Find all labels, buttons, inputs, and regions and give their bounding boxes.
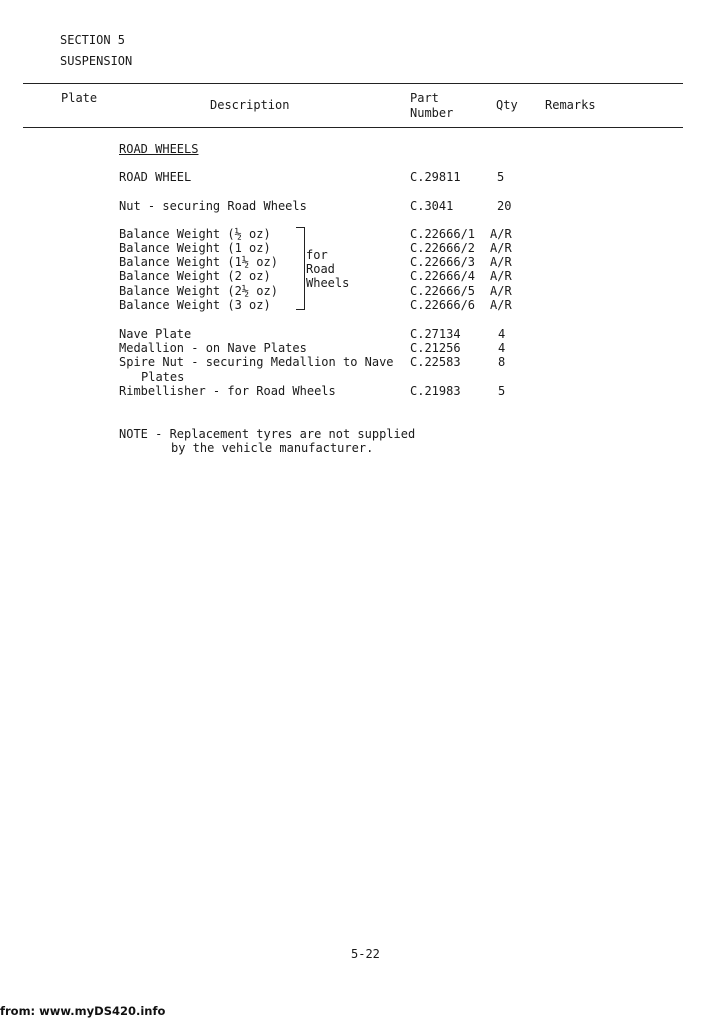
row-desc: Balance Weight (2 oz) — [119, 269, 271, 283]
row-qty: 5 — [498, 384, 506, 398]
col-part-line1: Part — [410, 91, 439, 105]
col-qty: Qty — [496, 98, 518, 112]
section-title: SUSPENSION — [60, 54, 133, 68]
balance-weight-bracket — [296, 227, 305, 310]
section-label: SECTION 5 — [60, 33, 126, 47]
row-part: C.22666/2 — [410, 241, 476, 255]
row-desc: ROAD WHEEL — [119, 170, 192, 184]
row-part: C.22583 — [410, 355, 461, 369]
col-part-line2: Number — [410, 106, 454, 120]
row-desc: Balance Weight (1 oz) — [119, 241, 271, 255]
row-desc: Balance Weight (2½ oz) — [119, 284, 278, 298]
row-part: C.22666/4 — [410, 269, 476, 283]
row-part: C.21983 — [410, 384, 461, 398]
row-desc-continuation: Plates — [141, 370, 185, 384]
row-desc: Balance Weight (1½ oz) — [119, 255, 278, 269]
bracket-note-line2: Road — [306, 262, 335, 276]
row-desc: Nut - securing Road Wheels — [119, 199, 307, 213]
row-qty: 4 — [498, 327, 506, 341]
row-part: C.22666/1 — [410, 227, 476, 241]
row-qty: A/R — [490, 284, 512, 298]
row-part: C.3041 — [410, 199, 454, 213]
note-line1: NOTE - Replacement tyres are not supplied — [119, 427, 416, 441]
bracket-note-line1: for — [306, 248, 328, 262]
header-bottom-rule — [23, 127, 683, 128]
row-desc: Balance Weight (½ oz) — [119, 227, 271, 241]
col-remarks: Remarks — [545, 98, 596, 112]
col-description: Description — [210, 98, 290, 112]
row-qty: A/R — [490, 269, 512, 283]
header-top-rule — [23, 83, 683, 84]
row-desc: Rimbellisher - for Road Wheels — [119, 384, 336, 398]
row-part: C.27134 — [410, 327, 461, 341]
row-desc: Nave Plate — [119, 327, 192, 341]
source-footer: from: www.myDS420.info — [0, 1004, 166, 1018]
row-qty: 8 — [498, 355, 506, 369]
row-qty: 20 — [497, 199, 512, 213]
row-part: C.21256 — [410, 341, 461, 355]
row-qty: A/R — [490, 298, 512, 312]
row-part: C.22666/3 — [410, 255, 476, 269]
row-desc: Spire Nut - securing Medallion to Nave — [119, 355, 394, 369]
row-qty: A/R — [490, 241, 512, 255]
row-part: C.22666/5 — [410, 284, 476, 298]
row-qty: A/R — [490, 255, 512, 269]
row-qty: A/R — [490, 227, 512, 241]
page-number: 5-22 — [351, 947, 380, 961]
bracket-note-line3: Wheels — [306, 276, 350, 290]
row-part: C.29811 — [410, 170, 461, 184]
row-desc: Medallion - on Nave Plates — [119, 341, 307, 355]
row-desc: Balance Weight (3 oz) — [119, 298, 271, 312]
row-part: C.22666/6 — [410, 298, 476, 312]
col-plate: Plate — [61, 91, 98, 105]
row-qty: 5 — [497, 170, 505, 184]
note-line2: by the vehicle manufacturer. — [171, 441, 374, 455]
group-title: ROAD WHEELS — [119, 142, 199, 156]
row-qty: 4 — [498, 341, 506, 355]
